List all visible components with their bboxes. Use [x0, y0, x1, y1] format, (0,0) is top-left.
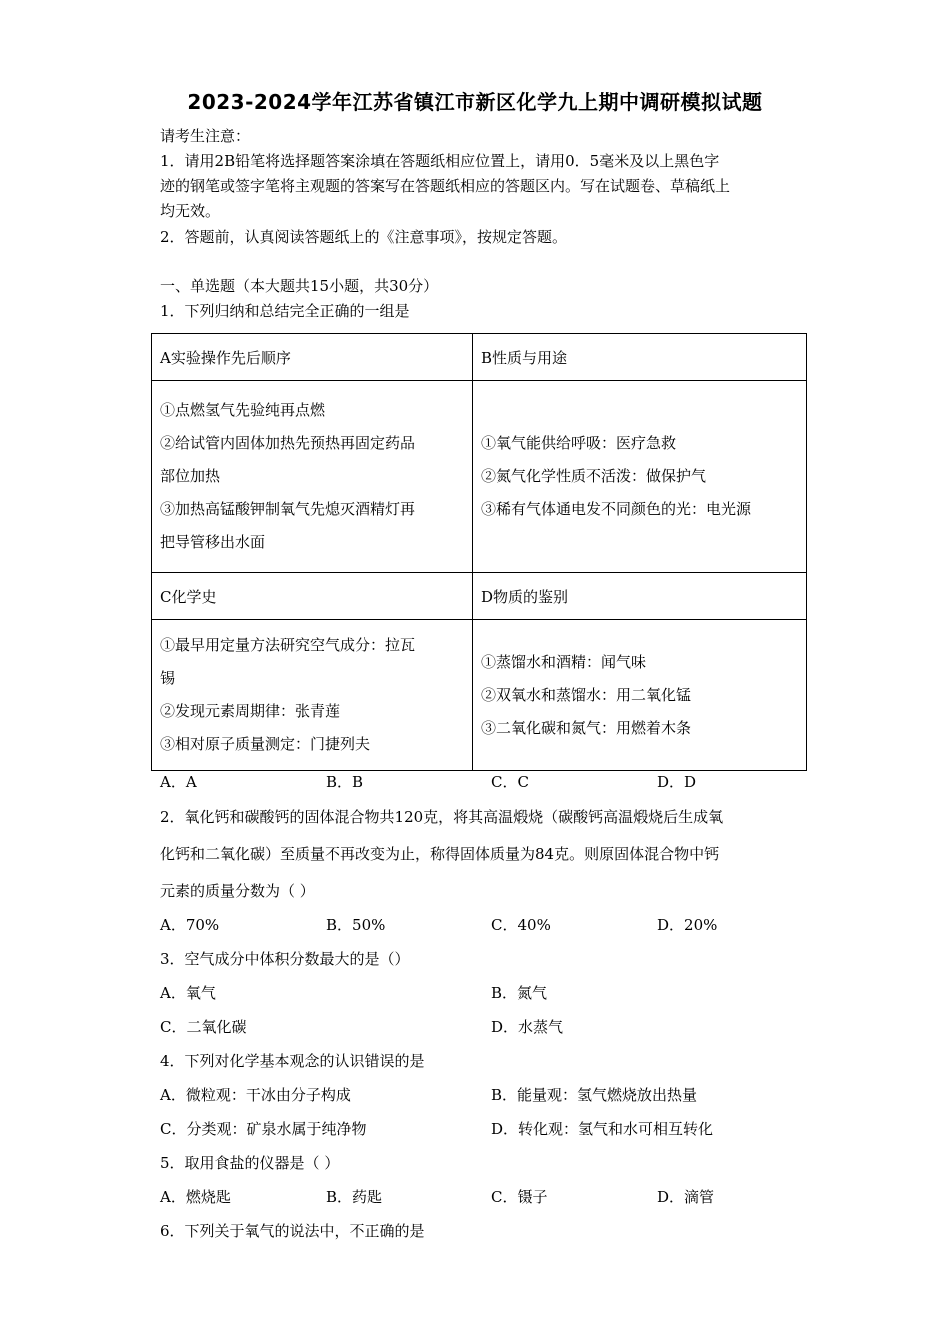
q4-option-a: A．微粒观：干冰由分子构成: [160, 1086, 351, 1104]
cell-a-line: ②给试管内固体加热先预热再固定药品: [160, 434, 416, 452]
q1-option-d: D．D: [657, 773, 697, 791]
cell-b-line: ①氧气能供给呼吸：医疗急救: [481, 434, 677, 452]
q2-option-c: C．40%: [491, 916, 551, 934]
cell-c-line: ②发现元素周期律：张青莲: [160, 702, 341, 720]
question-6-stem: 6．下列关于氧气的说法中，不正确的是: [160, 1222, 425, 1240]
cell-c-line: ①最早用定量方法研究空气成分：拉瓦: [160, 636, 416, 654]
table-cell-d: [473, 620, 807, 771]
q2-option-b: B．50%: [326, 916, 386, 934]
cell-d-line: ②双氧水和蒸馏水：用二氧化锰: [481, 685, 692, 704]
table-head-b: B性质与用途: [473, 334, 807, 381]
question-1-table: [151, 333, 807, 771]
q5-option-a: A．燃烧匙: [160, 1188, 231, 1206]
q5-option-b: B．药匙: [326, 1188, 383, 1206]
notice-line-1: 1．请用2B铅笔将选择题答案涂填在答题纸相应位置上，请用0．5毫米及以上黑色字: [160, 152, 720, 170]
question-2-line-3: 元素的质量分数为（ ）: [160, 882, 315, 900]
cell-a-line: 把导管移出水面: [160, 533, 266, 551]
cell-a-line: 部位加热: [160, 467, 221, 485]
table-head-d: D物质的鉴别: [473, 573, 807, 620]
cell-b-line: ③稀有气体通电发不同颜色的光：电光源: [481, 500, 752, 518]
table-head-c: C化学史: [152, 573, 473, 620]
cell-a-line: ③加热高锰酸钾制氧气先熄灭酒精灯再: [160, 500, 416, 518]
question-2-line-2: 化钙和二氧化碳）至质量不再改变为止，称得固体质量为84克。则原固体混合物中钙: [160, 845, 720, 863]
cell-c-line: ③相对原子质量测定：门捷列夫: [160, 735, 371, 753]
question-3-stem: 3．空气成分中体积分数最大的是（）: [160, 950, 410, 968]
q1-option-b: B．B: [326, 773, 364, 791]
q3-option-a: A．氧气: [160, 984, 216, 1002]
table-head-a: A实验操作先后顺序: [152, 334, 473, 381]
section-heading: 一、单选题（本大题共15小题，共30分）: [160, 277, 439, 295]
notice-line-4: 2．答题前，认真阅读答题纸上的《注意事项》，按规定答题。: [160, 228, 568, 246]
table-cell-c: [152, 620, 473, 771]
question-2-line-1: 2．氧化钙和碳酸钙的固体混合物共120克，将其高温煅烧（碳酸钙高温煅烧后生成氧: [160, 808, 724, 826]
q5-option-c: C．镊子: [491, 1188, 548, 1206]
q3-option-b: B．氮气: [491, 984, 548, 1002]
notice-heading: 请考生注意：: [160, 127, 251, 145]
q2-option-a: A．70%: [160, 916, 220, 934]
q1-option-a: A．A: [160, 773, 197, 791]
cell-c-line: 锡: [160, 669, 176, 687]
question-1-stem: 1．下列归纳和总结完全正确的一组是: [160, 302, 410, 320]
question-5-stem: 5．取用食盐的仪器是（ ）: [160, 1154, 340, 1172]
page-title: 2023-2024学年江苏省镇江市新区化学九上期中调研模拟试题: [187, 90, 763, 114]
notice-line-2: 迹的钢笔或签字笔将主观题的答案写在答题纸相应的答题区内。写在试题卷、草稿纸上: [160, 177, 731, 195]
notice-line-3: 均无效。: [160, 202, 221, 220]
q4-option-d: D．转化观：氢气和水可相互转化: [491, 1120, 714, 1138]
q4-option-b: B．能量观：氢气燃烧放出热量: [491, 1086, 698, 1104]
q1-option-c: C．C: [491, 773, 529, 791]
table-cell-b: [473, 381, 807, 573]
q3-option-c: C．二氧化碳: [160, 1018, 247, 1036]
q2-option-d: D．20%: [657, 916, 718, 934]
cell-a-line: ①点燃氢气先验纯再点燃: [160, 401, 326, 419]
q3-option-d: D．水蒸气: [491, 1018, 564, 1036]
q5-option-d: D．滴管: [657, 1188, 715, 1206]
question-4-stem: 4．下列对化学基本观念的认识错误的是: [160, 1052, 425, 1070]
cell-d-line: ①蒸馏水和酒精：闻气味: [481, 652, 647, 671]
table-cell-a: [152, 381, 473, 573]
q4-option-c: C．分类观：矿泉水属于纯净物: [160, 1120, 367, 1138]
cell-d-line: ③二氧化碳和氮气：用燃着木条: [481, 718, 692, 737]
cell-b-line: ②氮气化学性质不活泼：做保护气: [481, 467, 707, 485]
